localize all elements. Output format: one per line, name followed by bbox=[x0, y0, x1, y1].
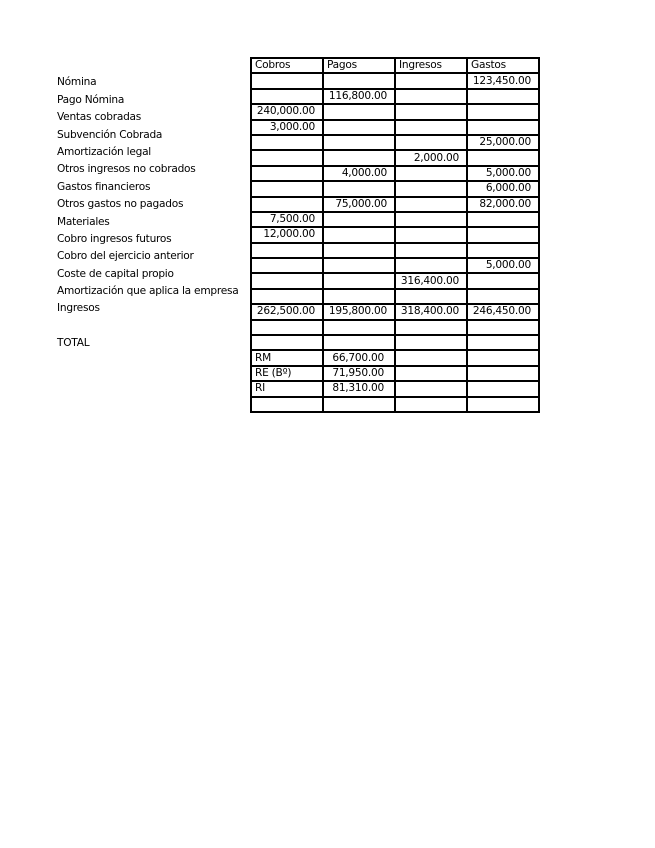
table-cell[interactable]: 262,500.00 bbox=[251, 304, 323, 319]
table-cell[interactable]: RI bbox=[251, 381, 323, 396]
table-cell[interactable] bbox=[395, 181, 467, 196]
table-cell[interactable] bbox=[395, 289, 467, 304]
table-cell[interactable]: 7,500.00 bbox=[251, 212, 323, 227]
row-label: Materiales bbox=[57, 215, 110, 228]
row-label: Cobro ingresos futuros bbox=[57, 232, 172, 245]
table-cell[interactable] bbox=[467, 120, 539, 135]
table-cell[interactable]: 66,700.00 bbox=[323, 350, 395, 365]
table-cell[interactable] bbox=[395, 104, 467, 119]
table-cell[interactable] bbox=[467, 320, 539, 335]
table-cell[interactable] bbox=[467, 289, 539, 304]
table-cell[interactable]: 12,000.00 bbox=[251, 227, 323, 242]
table-cell[interactable] bbox=[395, 350, 467, 365]
table-cell[interactable]: 71,950.00 bbox=[323, 366, 395, 381]
table-row bbox=[251, 73, 539, 88]
table-cell[interactable] bbox=[323, 135, 395, 150]
table-cell[interactable] bbox=[323, 289, 395, 304]
table-cell[interactable] bbox=[251, 397, 323, 412]
table-row bbox=[251, 181, 539, 196]
table-cell[interactable] bbox=[395, 397, 467, 412]
table-cell[interactable] bbox=[323, 258, 395, 273]
row-label: Pago Nómina bbox=[57, 93, 125, 106]
table-cell[interactable] bbox=[323, 320, 395, 335]
table-cell[interactable] bbox=[395, 120, 467, 135]
table-cell[interactable] bbox=[323, 104, 395, 119]
table-cell[interactable] bbox=[251, 258, 323, 273]
row-label bbox=[57, 440, 249, 457]
table-cell[interactable] bbox=[395, 135, 467, 150]
table-cell[interactable] bbox=[395, 335, 467, 350]
table-cell[interactable]: 6,000.00 bbox=[467, 181, 539, 196]
row-label bbox=[57, 318, 249, 335]
table-cell[interactable] bbox=[251, 273, 323, 288]
table-cell[interactable] bbox=[467, 273, 539, 288]
row-label: Cobro del ejercicio anterior bbox=[57, 250, 194, 263]
row-label: Coste de capital propio bbox=[57, 267, 174, 280]
table-row bbox=[251, 320, 539, 335]
header-pagos[interactable]: Pagos bbox=[323, 58, 395, 73]
table-cell[interactable] bbox=[251, 181, 323, 196]
table-cell[interactable] bbox=[251, 243, 323, 258]
table-cell[interactable] bbox=[251, 289, 323, 304]
table-cell[interactable] bbox=[323, 120, 395, 135]
table-cell[interactable]: 318,400.00 bbox=[395, 304, 467, 319]
table-row bbox=[251, 304, 539, 319]
table-cell[interactable] bbox=[323, 227, 395, 242]
table-row bbox=[251, 89, 539, 104]
table-row bbox=[251, 258, 539, 273]
table-cell[interactable] bbox=[395, 366, 467, 381]
row-label bbox=[57, 422, 249, 439]
row-label: Subvención Cobrada bbox=[57, 128, 163, 141]
table-cell[interactable] bbox=[323, 397, 395, 412]
table-cell[interactable] bbox=[467, 150, 539, 165]
table-cell[interactable] bbox=[395, 73, 467, 88]
table-cell[interactable] bbox=[395, 258, 467, 273]
table-cell[interactable] bbox=[467, 335, 539, 350]
table-cell[interactable]: 5,000.00 bbox=[467, 166, 539, 181]
table-cell[interactable] bbox=[251, 89, 323, 104]
table-row bbox=[251, 166, 539, 181]
table-row bbox=[251, 289, 539, 304]
table-cell[interactable] bbox=[251, 135, 323, 150]
table-cell[interactable]: 240,000.00 bbox=[251, 104, 323, 119]
table-row bbox=[251, 135, 539, 150]
table-cell[interactable] bbox=[323, 73, 395, 88]
table-cell[interactable] bbox=[395, 166, 467, 181]
row-label: Otros gastos no pagados bbox=[57, 198, 184, 211]
table-cell[interactable] bbox=[467, 227, 539, 242]
row-label bbox=[57, 57, 249, 74]
table-row bbox=[251, 227, 539, 242]
header-gastos[interactable]: Gastos bbox=[467, 58, 539, 73]
row-label: Amortización legal bbox=[57, 145, 152, 158]
table-cell[interactable] bbox=[251, 73, 323, 88]
table-cell[interactable] bbox=[251, 197, 323, 212]
table-cell[interactable]: 3,000.00 bbox=[251, 120, 323, 135]
table-cell[interactable] bbox=[251, 335, 323, 350]
table-cell[interactable] bbox=[395, 89, 467, 104]
table-cell[interactable] bbox=[395, 320, 467, 335]
row-label bbox=[57, 353, 249, 370]
table-row bbox=[251, 243, 539, 258]
row-label: Nómina bbox=[57, 76, 97, 89]
header-row bbox=[251, 58, 539, 73]
table-cell[interactable] bbox=[323, 335, 395, 350]
table-cell[interactable]: 195,800.00 bbox=[323, 304, 395, 319]
table-cell[interactable]: 82,000.00 bbox=[467, 197, 539, 212]
table-row bbox=[251, 350, 539, 365]
row-label: Otros ingresos no cobrados bbox=[57, 163, 196, 176]
table-cell[interactable]: RE (Bº) bbox=[251, 366, 323, 381]
table-cell[interactable]: 25,000.00 bbox=[467, 135, 539, 150]
row-label: Amortización que aplica la empresa bbox=[57, 285, 239, 298]
table-cell[interactable] bbox=[395, 212, 467, 227]
table-cell[interactable]: 2,000.00 bbox=[395, 150, 467, 165]
table-row bbox=[251, 212, 539, 227]
header-cobros[interactable]: Cobros bbox=[251, 58, 323, 73]
table-cell[interactable] bbox=[395, 227, 467, 242]
table-row bbox=[251, 273, 539, 288]
table-cell[interactable]: 116,800.00 bbox=[323, 89, 395, 104]
row-label bbox=[57, 387, 249, 404]
row-label: Gastos financieros bbox=[57, 180, 151, 193]
table-cell[interactable] bbox=[251, 166, 323, 181]
table-row bbox=[251, 197, 539, 212]
data-table bbox=[250, 57, 540, 413]
table-cell[interactable] bbox=[395, 197, 467, 212]
row-label: TOTAL bbox=[57, 337, 90, 350]
row-label bbox=[57, 405, 249, 422]
table-cell[interactable] bbox=[467, 366, 539, 381]
table-cell[interactable]: 316,400.00 bbox=[395, 273, 467, 288]
table-cell[interactable]: 75,000.00 bbox=[323, 197, 395, 212]
table-cell[interactable] bbox=[467, 89, 539, 104]
table-cell[interactable] bbox=[251, 150, 323, 165]
table-cell[interactable] bbox=[467, 243, 539, 258]
table-cell[interactable] bbox=[323, 212, 395, 227]
table-cell[interactable]: 81,310.00 bbox=[323, 381, 395, 396]
table-row bbox=[251, 150, 539, 165]
row-labels bbox=[57, 57, 249, 457]
table-cell[interactable]: RM bbox=[251, 350, 323, 365]
table-row bbox=[251, 381, 539, 396]
table-cell[interactable] bbox=[323, 150, 395, 165]
table-cell[interactable] bbox=[395, 243, 467, 258]
table-cell[interactable] bbox=[395, 381, 467, 396]
table-row bbox=[251, 120, 539, 135]
table-cell[interactable] bbox=[323, 273, 395, 288]
table-cell[interactable] bbox=[251, 320, 323, 335]
table-row bbox=[251, 104, 539, 119]
table-cell[interactable] bbox=[467, 381, 539, 396]
table-cell[interactable] bbox=[467, 212, 539, 227]
table-cell[interactable]: 4,000.00 bbox=[323, 166, 395, 181]
table-cell[interactable] bbox=[467, 104, 539, 119]
table-cell[interactable]: 246,450.00 bbox=[467, 304, 539, 319]
row-label: Ingresos bbox=[57, 302, 100, 315]
table-cell[interactable] bbox=[323, 243, 395, 258]
table-cell[interactable] bbox=[467, 350, 539, 365]
table-cell[interactable]: 123,450.00 bbox=[467, 73, 539, 88]
table-row bbox=[251, 366, 539, 381]
table-row bbox=[251, 397, 539, 412]
row-label bbox=[57, 370, 249, 387]
table-row bbox=[251, 335, 539, 350]
table-cell[interactable] bbox=[467, 397, 539, 412]
table-cell[interactable] bbox=[323, 181, 395, 196]
header-ingresos[interactable]: Ingresos bbox=[395, 58, 467, 73]
row-label: Ventas cobradas bbox=[57, 111, 142, 124]
table-cell[interactable]: 5,000.00 bbox=[467, 258, 539, 273]
